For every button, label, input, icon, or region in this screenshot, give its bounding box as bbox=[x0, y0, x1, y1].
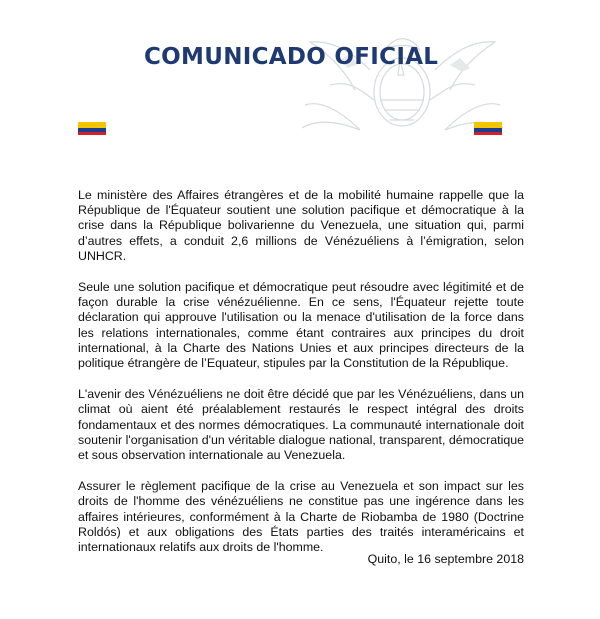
paragraph: Seule une solution pacifique et démocratique peut résoudre avec légitimité et de façon durable la crise vénézuélienne. En ce sens, l'Équateur rejette toute déclaration qui approuve l'utilisation ou la menace d'utilisation de la force dans les relations internationales, comme étant contraires aux principes du droit international, à la Charte des Nations Unies et aux principes directeurs de la politique étrangère de l’Equateur, stipules par la Constitution de la République. bbox=[78, 280, 524, 371]
paragraph: Le ministère des Affaires étrangères et de la mobilité humaine rappelle que la République de l'Équateur soutient une solution pacifique et démocratique à la crise dans la République bolivarienne du Venezuela, une situation qui, parmi d’autres effets, a conduit 2,6 millions de Vénézuéliens à l’émigration, selon UNHCR. bbox=[78, 188, 524, 263]
place-date-signoff: Quito, le 16 septembre 2018 bbox=[367, 552, 524, 566]
paragraph: L'avenir des Vénézuéliens ne doit être décidé que par les Vénézuéliens, dans un climat où aient été préalablement restaurés le respect intégral des droits fondamentaux et des normes démocratiques. La communauté internationale doit soutenir l'organisation d'un véritable dialogue national, transparent, démocratique et sous observation internationale au Venezuela. bbox=[78, 387, 524, 463]
ecuador-flag-icon bbox=[78, 122, 106, 135]
letterhead bbox=[0, 0, 600, 140]
paragraph: Assurer le règlement pacifique de la crise au Venezuela et son impact sur les droits de l'homme des vénézuéliens ne constitue pas une ingérence dans les affaires intérieures, conformément à la Charte de Riobamba de 1980 (Doctrine Roldós) et aux obligations des États parties des traités interaméricains et internationaux relatifs aux droits de l'homme. bbox=[78, 479, 524, 555]
page-title: COMUNICADO OFICIAL bbox=[144, 44, 439, 70]
ecuador-flag-icon bbox=[474, 122, 502, 135]
communique-body bbox=[78, 188, 524, 571]
